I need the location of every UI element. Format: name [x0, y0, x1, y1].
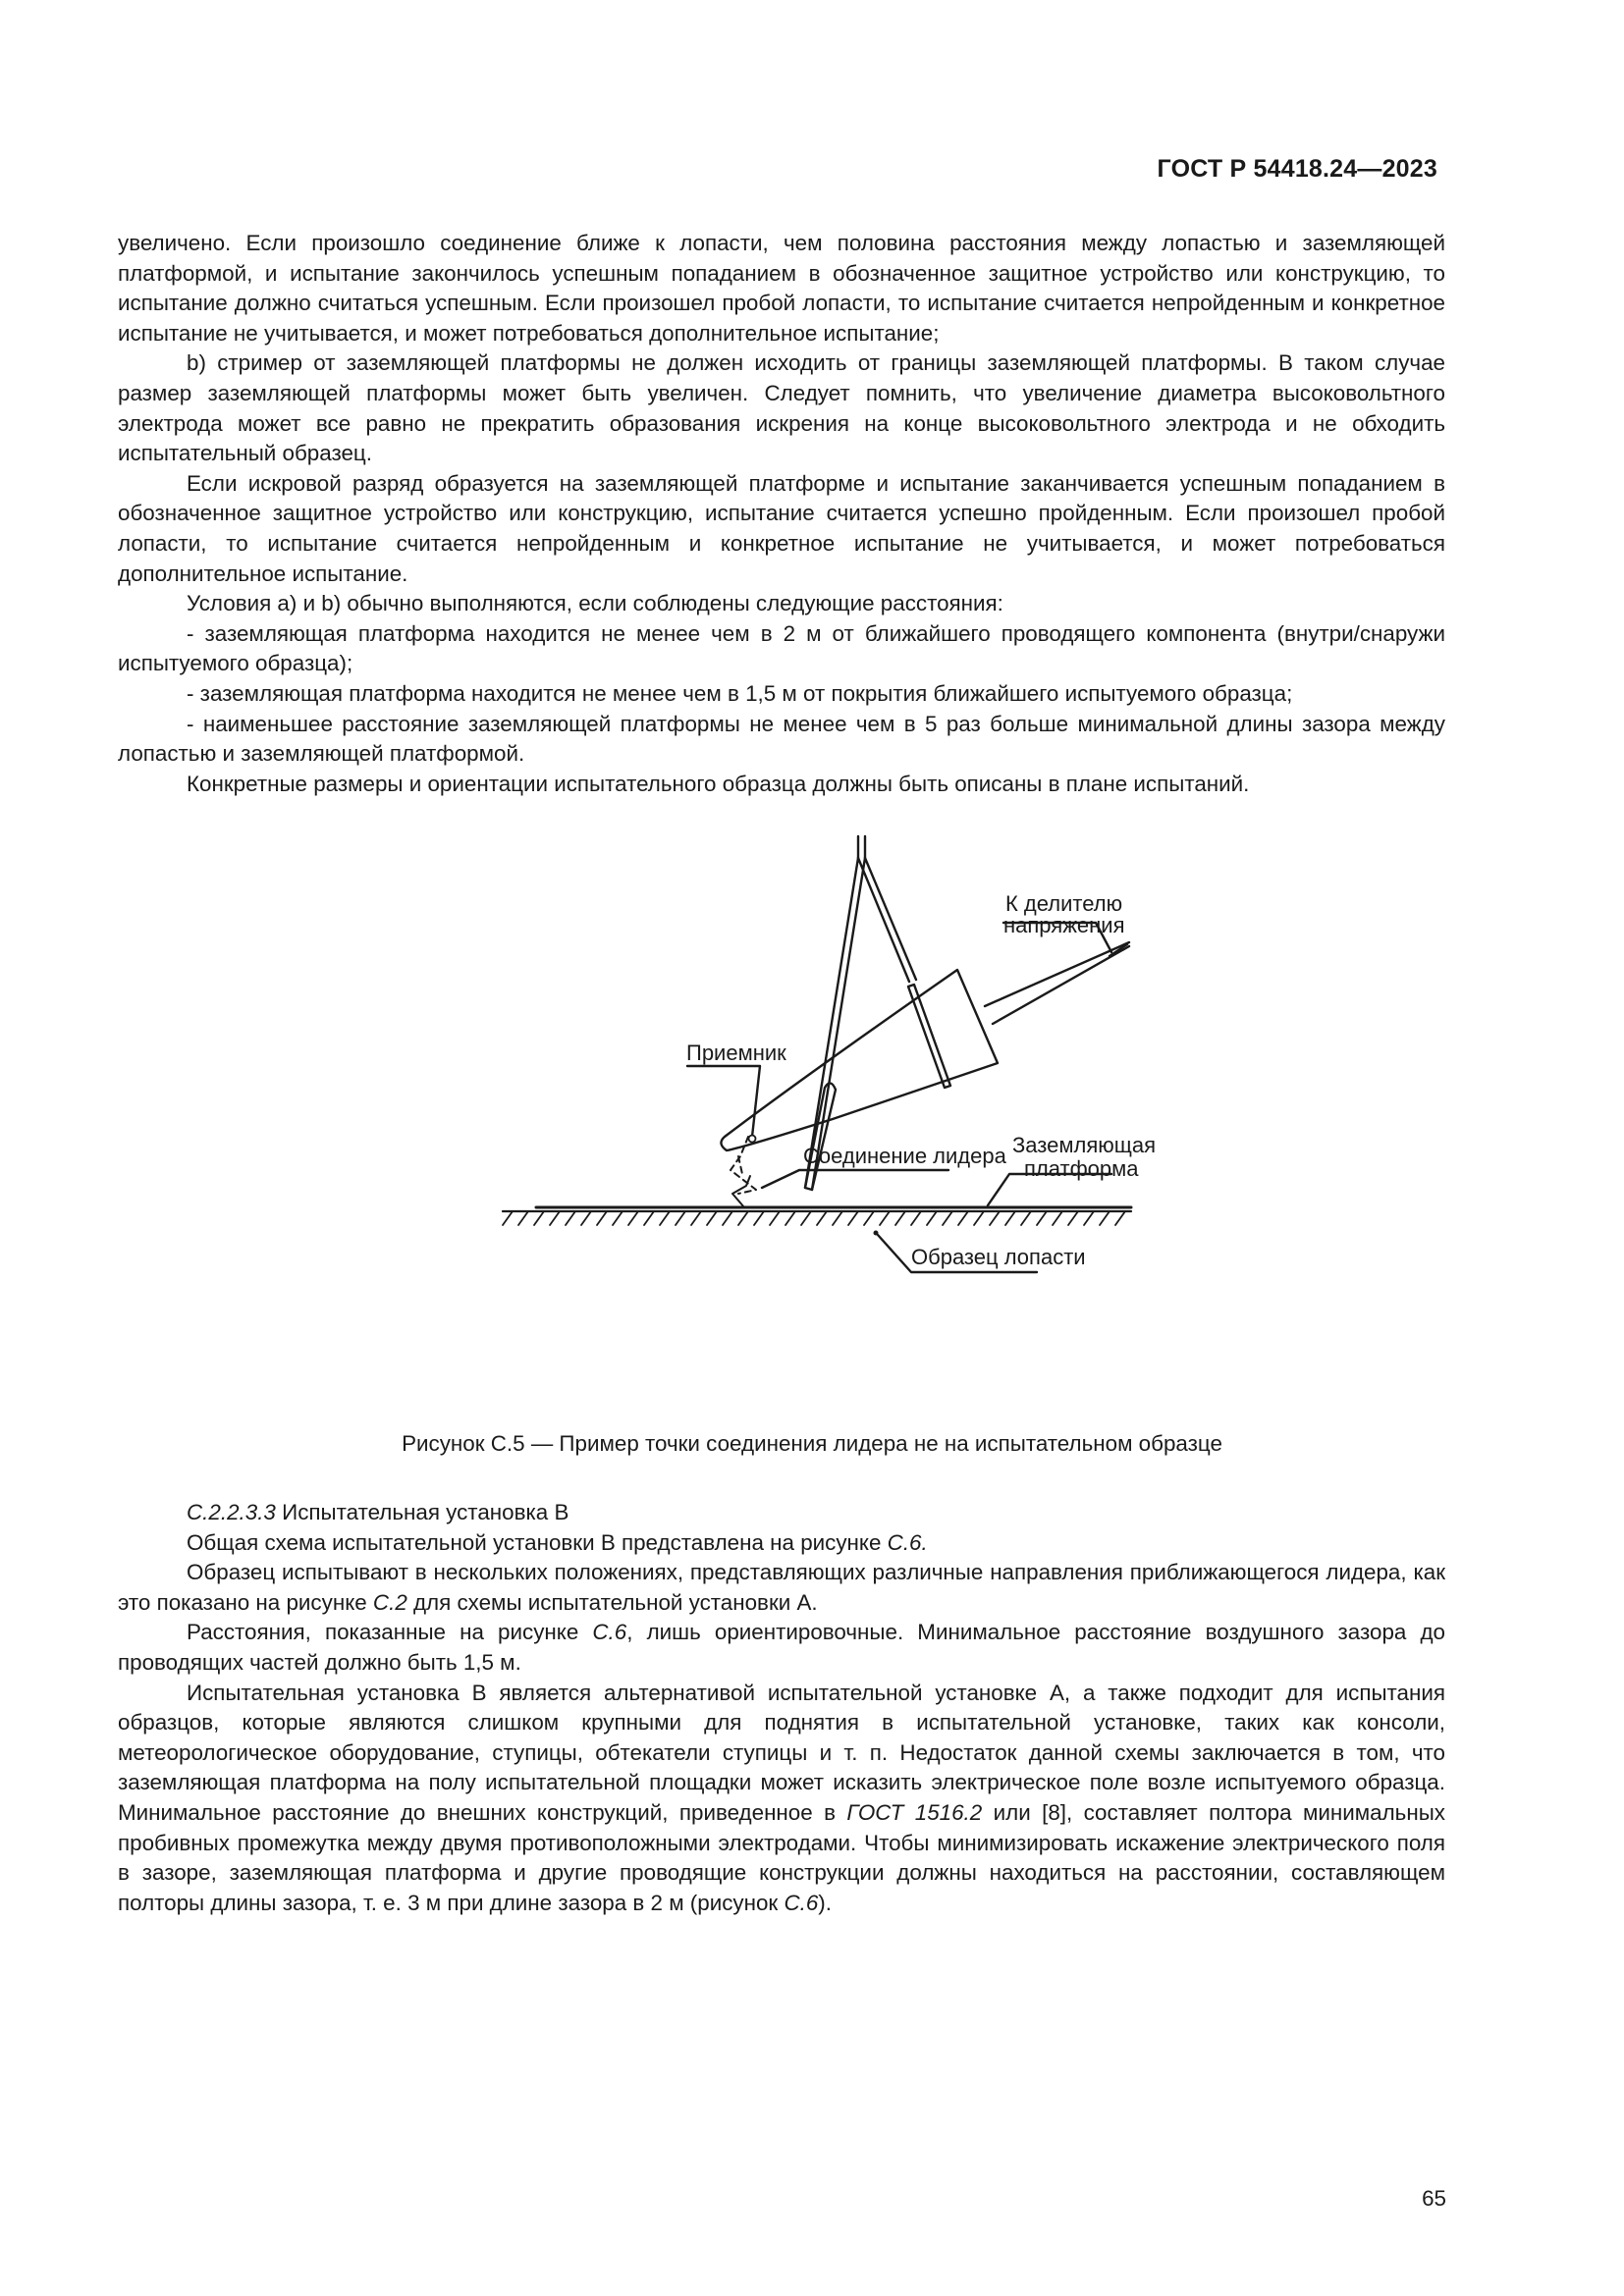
paragraph: Образец испытывают в нескольких положениях, представляющих различные направления приближающегося лидера, как это показано на рисунке С.2 для схемы испытательной установки А.: [118, 1560, 1445, 1615]
sling-strap: [812, 858, 865, 1190]
list-item: - заземляющая платформа находится не менее чем в 2 м от ближайшего проводящего компонента (внутри/снаружи испытуемого образца);: [118, 620, 1445, 676]
list-item: - заземляющая платформа находится не менее чем в 1,5 м от покрытия ближайшего испытуемого образца;: [187, 680, 1293, 706]
sling-strap: [858, 858, 909, 982]
ground-hatching: [503, 1211, 1125, 1225]
label-blade-sample: Образец лопасти: [911, 1245, 1086, 1269]
label-ground-platform-2: платформа: [1024, 1156, 1139, 1181]
standard-id: ГОСТ Р 54418.24—2023: [1157, 155, 1437, 183]
paragraph-conditions-intro: Условия a) и b) обычно выполняются, если соблюдены следующие расстояния:: [187, 591, 1003, 616]
blade-marker: [874, 1231, 879, 1236]
voltage-cable: [985, 942, 1129, 1006]
section-heading: [118, 1498, 1445, 1528]
label-receiver: Приемник: [686, 1041, 786, 1065]
label-voltage-divider-2: напряжения: [1003, 913, 1125, 937]
paragraph: Конкретные размеры и ориентации испытательного образца должны быть описаны в плане испытаний.: [187, 771, 1250, 796]
figure-ref: С.6: [592, 1620, 627, 1645]
paragraph: Если искровой разряд образуется на заземляющей платформе и испытание заканчивается успешным попаданием в обозначенное защитное устройство или конструкцию, испытание считается успешно пройденным. Если произошел пробой лопасти, то испытание считается непройденным и конкретное испытание не учитывается, и может потребоваться дополнительное испытание.: [118, 470, 1445, 586]
figure-c5: [295, 825, 1276, 1384]
label-ground-platform: Заземляющая: [1012, 1133, 1156, 1157]
list-item: - наименьшее расстояние заземляющей платформы не менее чем в 5 раз больше минимальной длины зазора между лопастью и заземляющей платформой.: [118, 711, 1445, 767]
label-leader-leader-connection: [762, 1170, 948, 1188]
figure-ref: С.6.: [887, 1529, 928, 1555]
paragraph-condition-b: b) стример от заземляющей платформы не должен исходить от границы заземляющей платформы. В таком случае размер заземляющей платформы может быть увеличен. Следует помнить, что увеличение диаметра высоковольтного электрода может все равно не прекратить образования искрения на конце высоковольтного электрода и не обходить испытательный образец.: [118, 350, 1445, 466]
label-leader-connection: Соединение лидера: [803, 1144, 1006, 1168]
body-text-top: [118, 229, 1445, 799]
page-number: 65: [1422, 2186, 1446, 2211]
paragraph: Испытательная установка В является альтернативой испытательной установке А, а также подходит для испытания образцов, которые являются слишком крупными для поднятия в испытательной установке, таких как консоли, метеорологическое оборудование, ступицы, обтекатели ступицы и т. п. Недостаток данной схемы заключается в том, что заземляющая платформа на полу испытательной площадки может исказить электрическое поле возле испытуемого образца. Минимальное расстояние до внешних конструкций, приведенное в ГОСТ 1516.2 или [8], составляет полтора минимальных пробивных промежутка между двумя противоположными электродами. Чтобы минимизировать искажение электрического поля в зазоре, заземляющая платформа и другие проводящие конструкции должны находиться на расстоянии, составляющем полторы длины зазора, т. е. 3 м при длине зазора в 2 м (рисунок С.6).: [118, 1680, 1445, 1915]
test-setup-diagram: [295, 825, 1276, 1384]
sling-strap: [865, 858, 916, 980]
figure-caption: Рисунок С.5 — Пример точки соединения лидера не на испытательном образце: [402, 1431, 1222, 1456]
voltage-cable: [993, 946, 1129, 1024]
paragraph: Общая схема испытательной установки В представлена на рисунке С.6.: [187, 1529, 928, 1555]
figure-ref: С.6: [784, 1890, 819, 1915]
label-leader-receiver: [687, 1066, 760, 1137]
figure-ref: С.2: [372, 1589, 407, 1615]
body-text-bottom: [118, 1498, 1445, 1918]
standard-ref: ГОСТ 1516.2: [846, 1799, 983, 1825]
sling-strap: [805, 858, 858, 1188]
receiver-point: [749, 1136, 756, 1143]
section-title: Испытательная установка В: [275, 1500, 569, 1524]
paragraph: увеличено. Если произошло соединение ближе к лопасти, чем половина расстояния между лопастью и заземляющей платформой, и испытание закончилось успешным попаданием в обозначенное защитное устройство или конструкцию, то испытание должно считаться успешным. Если произошел пробой лопасти, то испытание считается непройденным и конкретное испытание не учитывается, и может потребоваться дополнительное испытание;: [118, 231, 1445, 346]
section-number: С.2.2.3.3: [187, 1500, 276, 1524]
label-voltage-divider: К делителю: [1005, 891, 1123, 916]
paragraph: Расстояния, показанные на рисунке С.6, лишь ориентировочные. Минимальное расстояние воздушного зазора до проводящих частей должно быть 1,5 м.: [118, 1620, 1445, 1675]
